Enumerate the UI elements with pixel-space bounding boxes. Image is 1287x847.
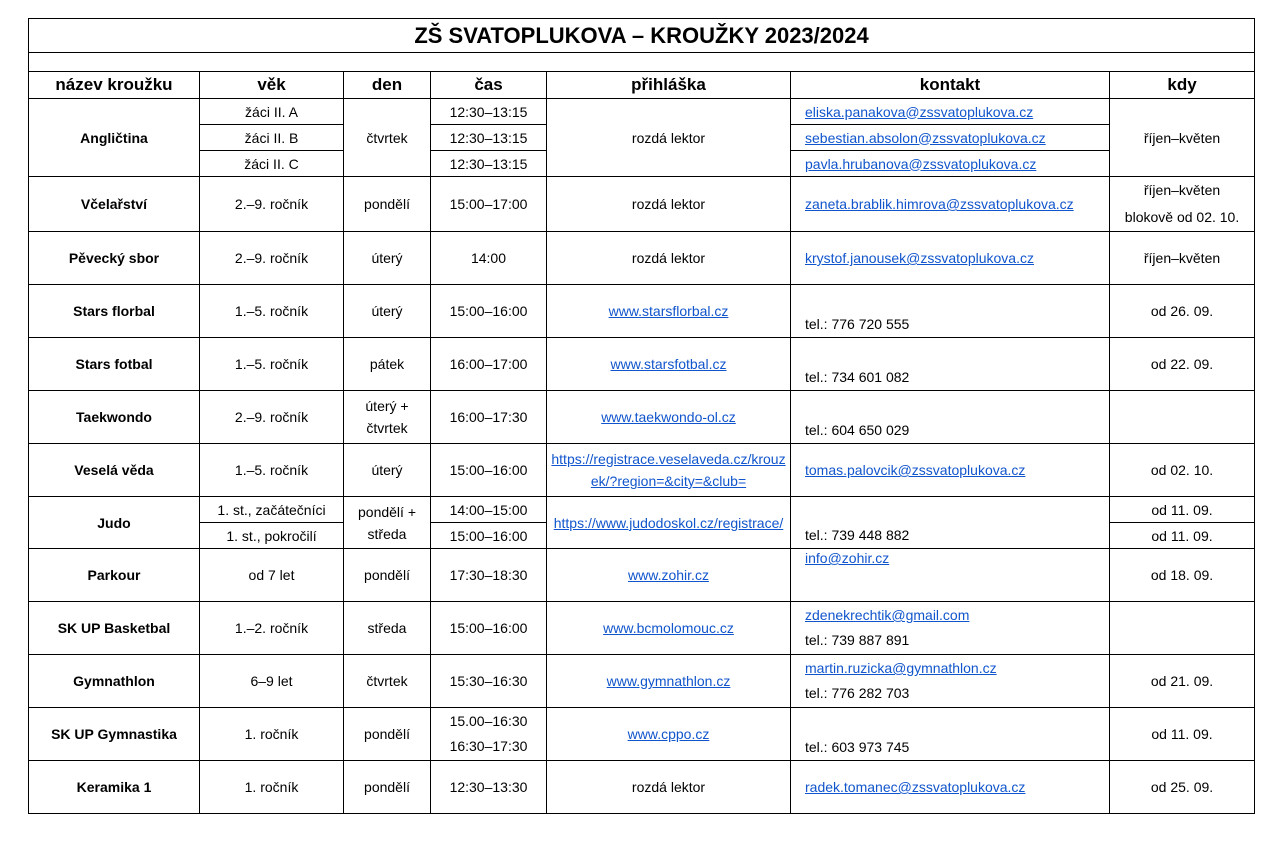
header-when: kdy: [1110, 72, 1255, 99]
contact-cell: [791, 232, 1110, 285]
contact-cell: [791, 444, 1110, 497]
day-line: úterý +: [365, 398, 409, 414]
age-cell: 1. ročník: [200, 708, 344, 761]
day-cell: pondělí: [344, 761, 431, 814]
signup-link[interactable]: www.starsfotbal.cz: [610, 356, 727, 372]
when-cell: od 26. 09.: [1110, 285, 1255, 338]
spacer-row: [29, 53, 1255, 72]
day-cell: čtvrtek: [344, 655, 431, 708]
contact-cell: tel.: 603 973 745: [791, 708, 1110, 761]
time-cell: 16:00–17:00: [431, 338, 547, 391]
age-cell: žáci II. A: [200, 99, 344, 125]
contact-email-link[interactable]: eliska.panakova@zssvatoplukova.cz: [805, 103, 1034, 120]
header-contact: kontakt: [791, 72, 1110, 99]
time-cell: 15:00–16:00: [431, 444, 547, 497]
contact-email-link[interactable]: pavla.hrubanova@zssvatoplukova.cz: [805, 155, 1037, 172]
time-line: 15.00–16:30: [449, 713, 528, 729]
contact-cell: [791, 549, 1110, 602]
signup-cell: [547, 549, 791, 602]
day-cell: úterý: [344, 232, 431, 285]
day-cell: [344, 497, 431, 549]
signup-cell: rozdá lektor: [547, 177, 791, 232]
day-cell: pátek: [344, 338, 431, 391]
signup-cell: rozdá lektor: [547, 99, 791, 177]
when-cell: od 22. 09.: [1110, 338, 1255, 391]
when-line: blokově od 02. 10.: [1124, 209, 1240, 225]
day-line: středa: [367, 525, 407, 542]
signup-cell: [547, 602, 791, 655]
day-cell: čtvrtek: [344, 99, 431, 177]
time-cell: 12:30–13:15: [431, 99, 547, 125]
when-cell: od 11. 09.: [1110, 708, 1255, 761]
signup-link[interactable]: www.gymnathlon.cz: [606, 673, 731, 689]
contact-email-link[interactable]: zdenekrechtik@gmail.com: [805, 607, 970, 623]
time-cell: [431, 708, 547, 761]
signup-cell: [547, 655, 791, 708]
signup-cell: [547, 497, 791, 549]
day-cell: úterý: [344, 444, 431, 497]
contact-email-link[interactable]: zaneta.brablik.himrova@zssvatoplukova.cz: [805, 196, 1074, 212]
signup-cell: rozdá lektor: [547, 232, 791, 285]
signup-link[interactable]: www.cppo.cz: [627, 726, 710, 742]
header-time: čas: [431, 72, 547, 99]
age-cell: 1. st., pokročilí: [200, 523, 344, 549]
time-cell: 12:30–13:15: [431, 151, 547, 177]
contact-cell: [791, 177, 1110, 232]
when-cell: od 18. 09.: [1110, 549, 1255, 602]
when-cell: říjen–květen: [1110, 99, 1255, 177]
contact-email-link[interactable]: martin.ruzicka@gymnathlon.cz: [805, 660, 997, 676]
club-name: Angličtina: [29, 99, 200, 177]
club-name: Parkour: [29, 549, 200, 602]
day-cell: úterý: [344, 285, 431, 338]
club-name: Judo: [29, 497, 200, 549]
contact-cell: [791, 125, 1110, 151]
club-name: Stars fotbal: [29, 338, 200, 391]
when-cell: od 21. 09.: [1110, 655, 1255, 708]
club-name: Taekwondo: [29, 391, 200, 444]
time-cell: 15:00–17:00: [431, 177, 547, 232]
age-cell: 1.–5. ročník: [200, 444, 344, 497]
signup-link[interactable]: www.starsflorbal.cz: [608, 303, 729, 319]
signup-cell: [547, 285, 791, 338]
age-cell: 6–9 let: [200, 655, 344, 708]
time-line: 16:30–17:30: [449, 738, 528, 754]
when-cell: od 25. 09.: [1110, 761, 1255, 814]
when-cell: [1110, 391, 1255, 444]
when-cell: od 02. 10.: [1110, 444, 1255, 497]
time-cell: 12:30–13:15: [431, 125, 547, 151]
age-cell: žáci II. C: [200, 151, 344, 177]
time-cell: 15:00–16:00: [431, 285, 547, 338]
age-cell: od 7 let: [200, 549, 344, 602]
header-age: věk: [200, 72, 344, 99]
club-name: Pěvecký sbor: [29, 232, 200, 285]
time-cell: 15:00–16:00: [431, 523, 547, 549]
time-cell: 14:00: [431, 232, 547, 285]
contact-cell: tel.: 739 448 882: [791, 497, 1110, 549]
club-name: Keramika 1: [29, 761, 200, 814]
page-title: ZŠ SVATOPLUKOVA – KROUŽKY 2023/2024: [29, 19, 1255, 53]
signup-link[interactable]: https://www.judodoskol.cz/registrace/: [553, 514, 784, 531]
time-cell: 16:00–17:30: [431, 391, 547, 444]
contact-cell: [791, 655, 1110, 708]
time-cell: 17:30–18:30: [431, 549, 547, 602]
time-cell: 15:00–16:00: [431, 602, 547, 655]
signup-link[interactable]: https://registrace.veselaveda.cz/krouzek/?region=&city=&club=: [551, 451, 786, 489]
day-line: čtvrtek: [366, 420, 408, 436]
age-cell: 1.–5. ročník: [200, 338, 344, 391]
age-cell: 2.–9. ročník: [200, 232, 344, 285]
when-cell: [1110, 602, 1255, 655]
contact-cell: tel.: 734 601 082: [791, 338, 1110, 391]
time-cell: 15:30–16:30: [431, 655, 547, 708]
signup-cell: [547, 391, 791, 444]
age-cell: 1. ročník: [200, 761, 344, 814]
signup-cell: [547, 338, 791, 391]
contact-email-link[interactable]: krystof.janousek@zssvatoplukova.cz: [805, 250, 1034, 266]
club-name: SK UP Gymnastika: [29, 708, 200, 761]
contact-email-link[interactable]: radek.tomanec@zssvatoplukova.cz: [805, 779, 1026, 795]
when-cell: od 11. 09.: [1110, 523, 1255, 549]
contact-cell: [791, 99, 1110, 125]
club-name: SK UP Basketbal: [29, 602, 200, 655]
header-signup: přihláška: [547, 72, 791, 99]
contact-cell: [791, 761, 1110, 814]
time-cell: 14:00–15:00: [431, 497, 547, 523]
contact-email-link[interactable]: sebestian.absolon@zssvatoplukova.cz: [805, 129, 1046, 146]
signup-link[interactable]: www.zohir.cz: [628, 567, 709, 583]
age-cell: 1.–5. ročník: [200, 285, 344, 338]
contact-cell: tel.: 604 650 029: [791, 391, 1110, 444]
club-name: Včelařství: [29, 177, 200, 232]
contact-tel: tel.: 739 887 891: [805, 632, 910, 648]
club-name: Veselá věda: [29, 444, 200, 497]
contact-tel: tel.: 776 282 703: [805, 685, 910, 701]
signup-link[interactable]: www.taekwondo-ol.cz: [601, 409, 736, 425]
contact-email-link[interactable]: tomas.palovcik@zssvatoplukova.cz: [805, 462, 1026, 478]
club-name: Stars florbal: [29, 285, 200, 338]
day-cell: pondělí: [344, 549, 431, 602]
header-day: den: [344, 72, 431, 99]
contact-cell: [791, 602, 1110, 655]
age-cell: žáci II. B: [200, 125, 344, 151]
day-cell: pondělí: [344, 708, 431, 761]
signup-cell: rozdá lektor: [547, 761, 791, 814]
contact-cell: [791, 151, 1110, 177]
day-cell: středa: [344, 602, 431, 655]
signup-link[interactable]: www.bcmolomouc.cz: [603, 620, 734, 636]
when-line: říjen–květen: [1143, 182, 1221, 198]
day-line: pondělí +: [358, 503, 416, 520]
day-cell: pondělí: [344, 177, 431, 232]
when-cell: [1110, 177, 1255, 232]
contact-cell: tel.: 776 720 555: [791, 285, 1110, 338]
time-cell: 12:30–13:30: [431, 761, 547, 814]
contact-email-link[interactable]: info@zohir.cz: [805, 550, 890, 566]
when-cell: říjen–květen: [1110, 232, 1255, 285]
age-cell: 1.–2. ročník: [200, 602, 344, 655]
age-cell: 2.–9. ročník: [200, 177, 344, 232]
age-cell: 1. st., začátečníci: [200, 497, 344, 523]
age-cell: 2.–9. ročník: [200, 391, 344, 444]
signup-cell: [547, 708, 791, 761]
header-name: název kroužku: [29, 72, 200, 99]
when-cell: od 11. 09.: [1110, 497, 1255, 523]
club-name: Gymnathlon: [29, 655, 200, 708]
clubs-table: [28, 18, 1255, 814]
day-cell: [344, 391, 431, 444]
signup-cell: [547, 444, 791, 497]
